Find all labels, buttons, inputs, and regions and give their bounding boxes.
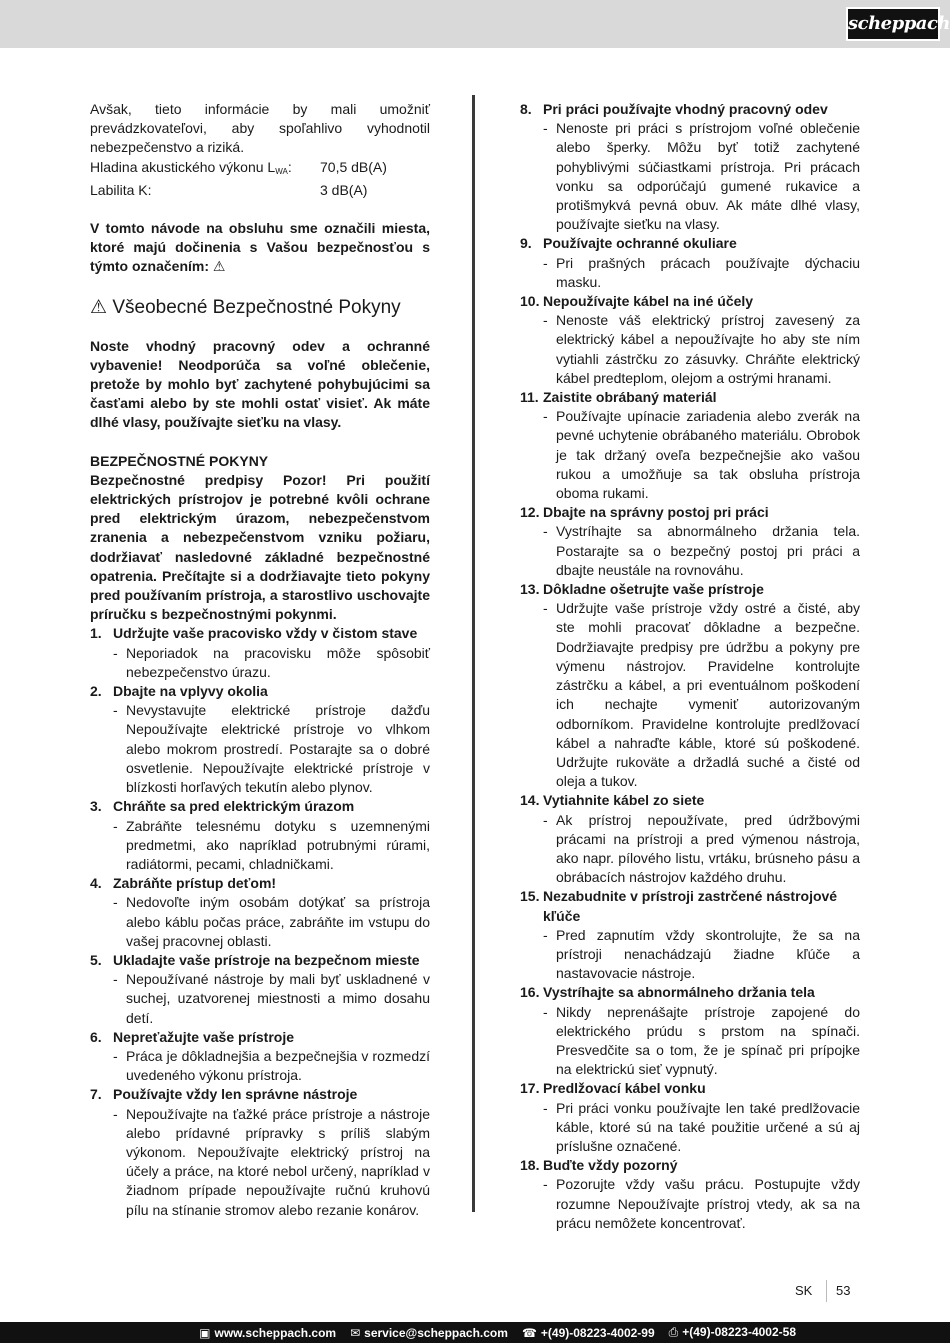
item-text: - Ak prístroj nepoužívate, pred údržbovými prácami na prístroji a pred výmenou nástroja, ako napr. pílového listu, vrtáku, brúsneho pásu a obrábacích nástrojov každého druhu. <box>543 811 860 886</box>
item-title-text: Dbajte na vplyvy okolia <box>113 683 268 700</box>
item-text: - Nepoužívané nástroje by mali byť uskladnené v suchej, uzatvorenej miestnosti a mimo dosahu detí. <box>113 971 430 1026</box>
list-item <box>520 580 860 791</box>
acoustic-row <box>90 158 430 181</box>
item-text: - Vystríhajte sa abnormálneho držania tela. Postarajte sa o bezpečný postoj pri práci a dbajte neustále na rovnováhu. <box>543 523 860 578</box>
item-title <box>90 624 430 643</box>
intro-paragraph: Avšak, tieto informácie by mali umožniť prevádzkovateľovi, aby spoľahlivo vyhodnotil nebezpečenstvo a riziká. <box>90 101 430 156</box>
item-title-text: Zaistite obrábaný materiál <box>543 389 717 406</box>
item-title-text: Buďte vždy pozorný <box>543 1157 678 1174</box>
footer-phone: ☎ +(49)-08223-4002-99 <box>521 1325 655 1340</box>
item-title-text: Nepoužívajte kábel na iné účely <box>543 293 754 310</box>
item-text: - Nenoste pri práci s prístrojom voľné oblečenie alebo šperky. Môžu byť totiž zachytené pohyblivými súčiastkami prístroja. Pri prácach vonku sa odporúčajú gumené rukavice a protišmykvá pevná obuv. Ak máte dlhé vlasy, používajte sieťku na vlasy. <box>543 120 860 233</box>
item-number: 17. <box>520 1080 540 1097</box>
item-text: - Pozorujte vždy vašu prácu. Postupujte vždy rozumne Nepoužívajte prístroj vtedy, ak sa na prácu nemôžete koncentrovať. <box>543 1176 860 1231</box>
item-number: 14. <box>520 792 540 809</box>
list-item <box>90 1085 430 1219</box>
item-title-text: Vytiahnite kábel zo siete <box>543 792 705 809</box>
item-title <box>90 1085 430 1104</box>
item-number: 5. <box>90 951 102 968</box>
item-number: 1. <box>90 625 102 642</box>
item-title-text: Ukladajte vaše prístroje na bezpečnom mieste <box>113 951 420 968</box>
item-title-text: Predlžovací kábel vonku <box>543 1080 706 1097</box>
item-title-text: Udržujte vaše pracovisko vždy v čistom stave <box>113 625 418 642</box>
item-title <box>520 503 860 522</box>
item-title-text: Nezabudnite v prístroji zastrčené nástrojové kľúče <box>543 888 838 924</box>
item-number: 2. <box>90 683 102 700</box>
item-title-text: Vystríhajte sa abnormálneho držania tela <box>543 984 815 1001</box>
item-text: - Pri práci vonku používajte len také predlžovacie káble, ktoré sú na také použitie určené a sú aj príslušne označené. <box>543 1099 860 1154</box>
section-heading: ⚠ Všeobecné Bezpečnostné Pokyny <box>90 296 401 318</box>
list-item <box>520 292 860 388</box>
phone-icon: ☎ <box>521 1325 537 1340</box>
item-number: 9. <box>520 235 532 252</box>
lability-value: 3 dB(A) <box>320 181 368 198</box>
contact-footer <box>0 1322 950 1343</box>
safety-intro: Bezpečnostné predpisy Pozor! Pri použití elektrických prístrojov je potrebné kvôli ochrane pred elektrickým úrazom, nebezpečenstvom zranenia a nebezpečenstvom vzniku požiaru, dodržiavať nasledovné základné bezpečnostné opatrenia. Prečítajte si a dodržiavajte tieto pokyny pred používaním prístroja, a starostlivo uschovajte príručku s bezpečnostnými pokynmi. <box>90 471 430 623</box>
item-title <box>520 983 860 1002</box>
item-text: - Neporiadok na pracovisku môže spôsobiť nebezpečenstvo úrazu. <box>113 644 430 680</box>
item-title-text: Používajte ochranné okuliare <box>543 235 737 252</box>
left-column <box>90 100 430 1220</box>
right-item-list <box>520 100 860 1233</box>
item-number: 8. <box>520 101 532 117</box>
item-title-text: Dbajte na správny postoj pri práci <box>543 504 769 521</box>
list-item <box>520 234 860 292</box>
list-item <box>90 624 430 682</box>
column-divider <box>472 95 475 1212</box>
item-title <box>520 100 860 119</box>
acoustic-value: 70,5 dB(A) <box>320 158 387 175</box>
item-number: 13. <box>520 581 540 598</box>
list-item <box>520 388 860 503</box>
item-text: - Práca je dôkladnejšia a bezpečnejšia v rozmedzí uvedeného výkonu prístroja. <box>113 1047 430 1084</box>
language-code: SK <box>795 1283 813 1298</box>
list-item <box>520 100 860 234</box>
item-title-text: Chráňte sa pred elektrickým úrazom <box>113 798 355 815</box>
item-number: 11. <box>520 389 539 406</box>
item-title <box>520 292 860 311</box>
warning-icon: ⚠ <box>212 258 226 275</box>
item-text: - Pred zapnutím vždy skontrolujte, že sa na prístroji nenachádzajú žiadne kľúče a nastavovacie nástroje. <box>543 926 860 982</box>
item-title-text: Zabráňte prístup deťom! <box>113 875 277 892</box>
computer-icon: ▣ <box>199 1325 211 1340</box>
footer-email[interactable]: ✉ service@scheppach.com <box>350 1325 508 1340</box>
warning-icon: ⚠ <box>90 296 108 318</box>
item-text: - Používajte upínacie zariadenia alebo zverák na pevné uchytenie obrábaného materiálu. Obrobok je tak držaný oveľa bezpečnejšie ako vašou rukou a umožňuje sa tak obsluha prístroja oboma rukami. <box>543 408 860 502</box>
right-column <box>520 100 860 1233</box>
item-title <box>520 1156 860 1175</box>
item-number: 16. <box>520 984 540 1001</box>
item-title <box>90 874 430 893</box>
list-item <box>520 791 860 887</box>
fax-icon: ⎙ <box>668 1325 679 1339</box>
acoustic-label: Hladina akustického výkonu $L_{WA}$: <box>90 158 292 176</box>
item-text: - Pri prašných prácach používajte dýchaciu masku. <box>543 254 860 290</box>
left-item-list <box>90 624 430 1219</box>
scheppach-logo: scheppach <box>846 7 940 41</box>
list-item <box>520 1079 860 1156</box>
item-number: 6. <box>90 1028 102 1045</box>
item-title <box>520 234 860 253</box>
top-banner <box>0 0 950 48</box>
footer-fax: ⎙ +(49)-08223-4002-58 <box>668 1325 796 1339</box>
list-item <box>90 951 430 1028</box>
item-title <box>90 682 430 701</box>
safety-heading: BEZPEČNOSTNÉ POKYNY <box>90 452 269 469</box>
item-number: 18. <box>520 1157 540 1174</box>
item-title-text: Dôkladne ošetrujte vaše prístroje <box>543 581 764 598</box>
item-title-text: Nepreťažujte vaše prístroje <box>113 1028 295 1045</box>
list-item <box>520 983 860 1079</box>
item-title <box>520 388 860 407</box>
item-text: - Udržujte vaše prístroje vždy ostré a čisté, aby ste mohli pracovať dôkladne a bezpečne. Dodržiavajte predpisy pre údržbu a pokyny pre výmenu nástrojov. Pravidelne kontrolujte zástrčku a kábel, a pri eventuálnom poškodení ich nechajte vymeniť autorizovaným odborníkom. Pravidelne kontrolujte predlžovací kábel a nahraďte káble, ktoré sú poškodené. Udržujte rukoväte a držadlá suché a čisté od oleja a tukov. <box>543 600 860 790</box>
list-item <box>90 682 430 797</box>
mail-icon: ✉ <box>350 1325 361 1340</box>
item-text: - Nedovoľte iným osobám dotýkať sa prístroja alebo káblu počas práce, zabráňte im vstupu do vašej pracovnej oblasti. <box>113 894 430 949</box>
item-title-text: Používajte vždy len správne nástroje <box>113 1086 358 1103</box>
item-text: - Nikdy neprenášajte prístroje zapojené do elektrického prúdu s prstom na spínači. Presvedčite sa o tom, že je spínač pri prípojke na elektrickú sieť vypnutý. <box>543 1003 860 1078</box>
item-text: - Nevystavujte elektrické prístroje dažďu Nepoužívajte elektrické prístroje vo vlhkom alebo mokrom prostredí. Postarajte sa o dobré osvetlenie. Nepoužívajte elektrické prístroje v blízkosti horľavých tekutín alebo plynov. <box>113 702 430 796</box>
list-item <box>90 1028 430 1086</box>
item-number: 12. <box>520 504 540 521</box>
page-number-divider <box>826 1280 827 1302</box>
lability-row <box>90 181 430 200</box>
item-number: 15. <box>520 888 540 905</box>
item-title <box>90 797 430 816</box>
clothing-paragraph: Noste vhodný pracovný odev a ochranné vybavenie! Neodporúča sa voľné oblečenie, pretože by mohlo byť zachytené pohybujúcimi sa časťami alebo by ste mohli ostať visieť. Ak máte dlhé vlasy, používajte sieťku na vlasy. <box>90 337 430 431</box>
item-number: 3. <box>90 798 102 815</box>
list-item <box>520 1156 860 1233</box>
item-title <box>90 951 430 970</box>
item-title <box>520 791 860 810</box>
item-title-text: Pri práci používajte vhodný pracovný odev <box>543 101 828 117</box>
item-number: 7. <box>90 1086 102 1103</box>
list-item <box>90 797 430 874</box>
list-item <box>90 874 430 951</box>
lability-label: Labilita K: <box>90 181 152 198</box>
item-text: - Nepoužívajte na ťažké práce prístroje a nástroje alebo prídavné prípravky s príliš slabým výkonom. Nepoužívajte elektrický prístroj na účely a práce, na ktoré nebol určený, napríklad v žiadnom prípade nepoužívajte ručnú kruhovú pílu na stínanie stromov alebo rezanie konárov. <box>113 1105 430 1218</box>
item-title <box>520 580 860 599</box>
page-number: 53 <box>836 1283 851 1298</box>
item-number: 10. <box>520 293 540 310</box>
item-title <box>520 1079 860 1098</box>
item-text: - Nenoste váš elektrický prístroj zavesený za elektrický kábel a nepoužívajte ho aby ste ním vytiahli zástrčku zo zásuvky. Chráňte elektrický kábel predteplom, olejom a ostrými hranami. <box>543 312 860 386</box>
list-item <box>520 887 860 983</box>
list-item <box>520 503 860 580</box>
item-title <box>90 1028 430 1047</box>
marked-note: V tomto návode na obsluhu sme označili miesta, ktoré majú dočinenia s Vašou bezpečnosťou s týmto označením: ⚠ <box>90 220 430 275</box>
footer-web[interactable]: ▣ www.scheppach.com <box>199 1325 337 1340</box>
item-text: - Zabráňte telesnému dotyku s uzemnenými predmetmi, ako napríklad potrubnými rúrami, radiátormi, pecami, chladničkami. <box>113 817 430 872</box>
item-title <box>520 887 860 925</box>
item-number: 4. <box>90 875 102 892</box>
